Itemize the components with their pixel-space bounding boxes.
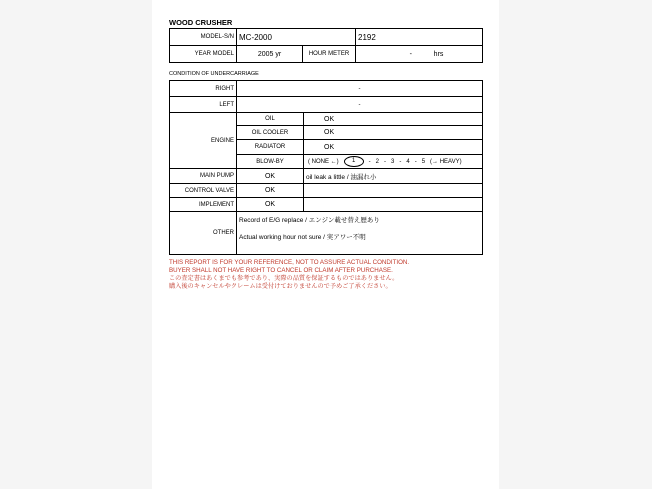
hour-meter-label: HOUR METER: [303, 46, 356, 63]
disclaimer-line-4: 購入後のキャンセルやクレームは受付けておりませんので予めご了承ください。: [169, 283, 392, 290]
implement-note: [304, 198, 483, 212]
engine-label: ENGINE: [170, 113, 237, 169]
hour-meter-cell: [356, 46, 483, 63]
blowby-4: 4: [406, 158, 410, 165]
engine-oil-cooler-value: OK: [304, 126, 483, 140]
undercarriage-section-title: CONDITION OF UNDERCARRIAGE: [169, 71, 259, 77]
blowby-dash: -: [414, 158, 417, 165]
undercarriage-left-label: LEFT: [170, 97, 237, 113]
engine-radiator-label: RADIATOR: [237, 140, 304, 155]
disclaimer-line-2: BUYER SHALL NOT HAVE RIGHT TO CANCEL OR CLAIM AFTER PURCHASE.: [169, 267, 393, 274]
undercarriage-right-value: -: [237, 81, 483, 97]
blowby-3: 3: [391, 158, 395, 165]
other-note-2: Actual working hour not sure / 実アワー不明: [239, 234, 366, 241]
control-valve-value: OK: [237, 184, 304, 198]
engine-oil-cooler-label: OIL COOLER: [237, 126, 304, 140]
main-pump-note: oil leak a little / 油漏れ小: [304, 169, 483, 184]
main-pump-value: OK: [237, 169, 304, 184]
implement-label: IMPLEMENT: [170, 198, 237, 212]
main-pump-label: MAIN PUMP: [170, 169, 237, 184]
engine-oil-value: OK: [304, 113, 483, 126]
disclaimer-line-1: THIS REPORT IS FOR YOUR REFERENCE, NOT TO ASSURE ACTUAL CONDITION.: [169, 259, 410, 266]
engine-oil-label: OIL: [237, 113, 304, 126]
year-label: YEAR MODEL: [170, 46, 237, 63]
serial-value: 2192: [356, 29, 483, 46]
disclaimer-line-3: この査定書はあくまでも参考であり、実際の品質を保証するものではありません。: [169, 275, 399, 282]
blowby-selected-circle: 1: [344, 156, 364, 167]
other-note-1: Record of E/G replace / エンジン載せ替え歴あり: [239, 217, 380, 224]
model-label: MODEL-S/N: [170, 29, 237, 46]
hour-meter-unit: hrs: [433, 50, 444, 58]
document-page: [152, 0, 499, 489]
implement-value: OK: [237, 198, 304, 212]
blowby-dash: -: [384, 158, 387, 165]
disclaimer: [169, 259, 482, 291]
model-value: MC-2000: [237, 29, 356, 46]
blowby-none: ( NONE ←): [308, 158, 339, 165]
other-notes: [237, 212, 483, 255]
header-table: [169, 28, 483, 63]
engine-blowby-label: BLOW-BY: [237, 155, 304, 169]
blowby-2: 2: [375, 158, 380, 165]
blowby-dash: -: [368, 158, 371, 165]
blowby-scale: [304, 155, 483, 169]
blowby-heavy: (→ HEAVY): [430, 158, 462, 165]
undercarriage-left-value: -: [237, 97, 483, 113]
condition-table: [169, 80, 483, 255]
blowby-dash: -: [399, 158, 402, 165]
engine-radiator-value: OK: [304, 140, 483, 155]
control-valve-label: CONTROL VALVE: [170, 184, 237, 198]
control-valve-note: [304, 184, 483, 198]
other-label: OTHER: [170, 212, 237, 255]
undercarriage-right-label: RIGHT: [170, 81, 237, 97]
hour-meter-value: -: [409, 50, 412, 58]
inspection-report: [169, 18, 482, 291]
year-value: 2005 yr: [237, 46, 303, 63]
report-title: WOOD CRUSHER: [169, 18, 233, 27]
blowby-5: 5: [421, 158, 426, 165]
